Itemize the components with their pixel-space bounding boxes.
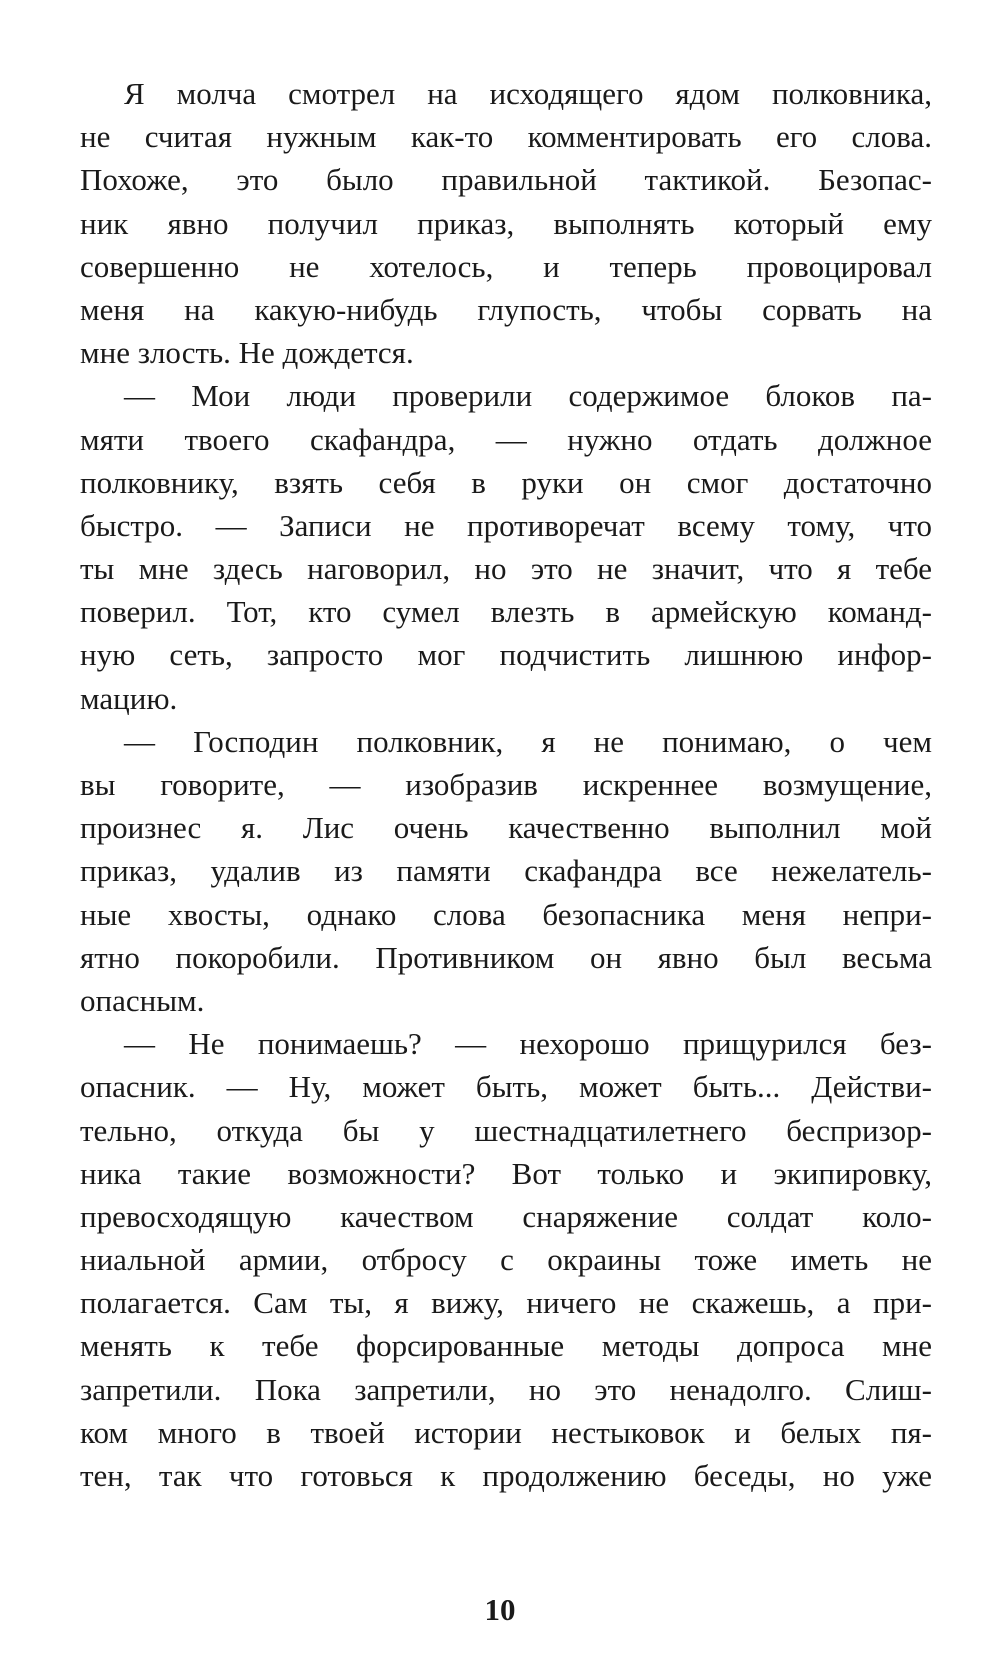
text-line: полковнику, взять себя в руки он смог достаточно	[80, 464, 932, 500]
paragraph	[80, 720, 932, 1022]
page-number: 10	[484, 1592, 516, 1627]
paragraph	[80, 72, 932, 374]
text-line: мне злость. Не дождется.	[80, 335, 414, 371]
paragraph	[80, 374, 932, 720]
text-line: — Господин полковник, я не понимаю, о чем	[124, 723, 932, 759]
text-line: полагается. Сам ты, я вижу, ничего не скажешь, а при-	[80, 1285, 932, 1321]
text-line: вы говорите, — изобразив искреннее возмущение,	[80, 767, 932, 802]
text-line: ниальной армии, отбросу с окраины тоже иметь не	[80, 1242, 932, 1278]
text-line: ком много в твоей истории нестыковок и белых пя-	[80, 1414, 932, 1450]
text-line: приказ, удалив из памяти скафандра все нежелатель-	[80, 853, 932, 889]
text-line: ную сеть, запросто мог подчистить лишнюю инфор-	[80, 637, 932, 673]
text-line: совершенно не хотелось, и теперь провоцировал	[80, 248, 932, 284]
text-line: опасник. — Ну, может быть, может быть... Действи-	[80, 1069, 932, 1105]
text-line: Я молча смотрел на исходящего ядом полковника,	[124, 76, 932, 111]
text-line: Похоже, это было правильной тактикой. Безопас-	[80, 162, 932, 198]
text-line: тен, так что готовься к продолжению беседы, но уже	[80, 1458, 932, 1493]
body-text	[80, 72, 932, 1497]
paragraph	[80, 1022, 932, 1497]
text-line: ные хвосты, однако слова безопасника меня непри-	[80, 896, 932, 932]
text-line: опасным.	[80, 982, 205, 1018]
text-line: не считая нужным как-то комментировать его слова.	[80, 119, 932, 155]
text-line: мацию.	[80, 680, 178, 716]
text-line: ятно покоробили. Противником он явно был весьма	[80, 939, 932, 975]
text-line: запретили. Пока запретили, но это ненадолго. Слиш-	[80, 1371, 932, 1407]
text-line: мяти твоего скафандра, — нужно отдать должное	[80, 421, 932, 457]
text-line: превосходящую качеством снаряжение солдат коло-	[80, 1198, 932, 1234]
text-line: — Не понимаешь? — нехорошо прищурился без-	[124, 1026, 932, 1062]
text-line: меня на какую-нибудь глупость, чтобы сорвать на	[80, 291, 932, 327]
text-line: тельно, откуда бы у шестнадцатилетнего беспризор-	[80, 1112, 932, 1148]
text-line: произнес я. Лис очень качественно выполнил мой	[80, 810, 932, 846]
text-line: быстро. — Записи не противоречат всему тому, что	[80, 507, 932, 543]
text-line: поверил. Тот, кто сумел влезть в армейскую команд-	[80, 594, 932, 630]
text-line: — Мои люди проверили содержимое блоков па-	[124, 378, 932, 414]
text-line: ты мне здесь наговорил, но это не значит, что я тебе	[80, 551, 932, 587]
text-line: менять к тебе форсированные методы допроса мне	[80, 1328, 932, 1364]
text-line: ник явно получил приказ, выполнять который ему	[80, 205, 932, 241]
text-line: ника такие возможности? Вот только и экипировку,	[80, 1155, 932, 1191]
